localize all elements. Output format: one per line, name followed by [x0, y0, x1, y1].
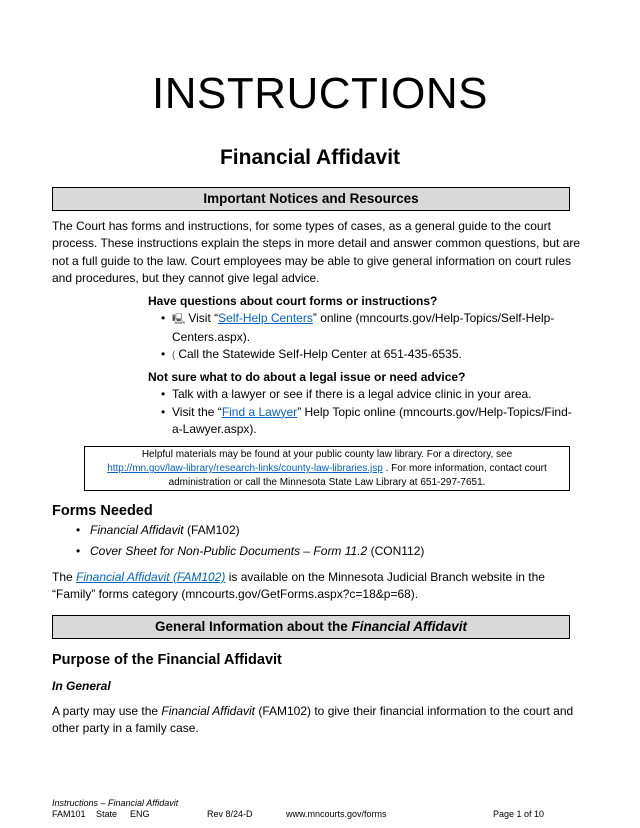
notices-banner: Important Notices and Resources	[52, 187, 570, 211]
find-a-lawyer-link[interactable]: Find a Lawyer	[221, 404, 298, 419]
questions-advice-heading: Not sure what to do about a legal issue or need advice?	[148, 370, 466, 384]
purpose-heading: Purpose of the Financial Affidavit	[52, 652, 282, 668]
list-item: • Financial Affidavit (FAM102)	[76, 520, 424, 541]
footer-page-number: Page 1 of 10	[493, 809, 545, 819]
law-library-link[interactable]: http://mn.gov/law-library/research-links/county-law-libraries.jsp	[107, 463, 383, 474]
financial-affidavit-link[interactable]: Financial Affidavit (FAM102)	[76, 570, 226, 584]
forms-needed-heading: Forms Needed	[52, 503, 153, 519]
purpose-paragraph: A party may use the Financial Affidavit (FAM102) to give their financial information to the court and other party in a family case.	[52, 704, 574, 736]
questions-forms-heading: Have questions about court forms or instructions?	[148, 294, 438, 308]
bullet-icon: •	[161, 387, 166, 402]
bullet-icon: •	[161, 311, 166, 326]
footer-url: www.mncourts.gov/forms	[286, 809, 387, 819]
page-subtitle: Financial Affidavit	[219, 146, 401, 169]
footer-revision: Rev 8/24-D	[207, 809, 253, 819]
footer-form-id: FAM101	[52, 809, 86, 819]
bullet-icon: •	[76, 544, 81, 558]
page-footer	[52, 798, 572, 820]
footer-lang: ENG	[130, 809, 150, 819]
questions-forms-block	[148, 293, 578, 365]
computer-icon: 🖳	[172, 314, 186, 326]
footer-meta	[52, 809, 572, 820]
form-availability-paragraph: The Financial Affidavit (FAM102) is available on the Minnesota Judicial Branch website in the “Family” forms category (mncourts.gov/GetForms.aspx?c=18&p=68).	[52, 570, 545, 602]
list-item: • Visit the “Find a Lawyer” Help Topic online (mncourts.gov/Help-Topics/Find-a-Lawyer.aspx).	[161, 404, 572, 437]
phone-icon: (	[172, 350, 176, 362]
questions-advice-block	[148, 369, 578, 439]
bullet-icon: •	[76, 523, 81, 537]
list-item: • 🖳 Visit “Self-Help Centers” online (mncourts.gov/Help-Topics/Self-Help-Centers.aspx).	[161, 311, 555, 344]
in-general-heading: In General	[52, 679, 111, 693]
footer-title: Instructions – Financial Affidavit	[52, 798, 179, 808]
footer-state: State	[96, 809, 118, 819]
forms-list	[76, 520, 424, 562]
page-title: INSTRUCTIONS	[152, 69, 488, 118]
list-item: • Talk with a lawyer or see if there is a legal advice clinic in your area.	[148, 386, 578, 403]
law-library-note: Helpful materials may be found at your public county law library. For a directory, see http://mn.gov/law-library/research-links/county-law-libraries.jsp . For more information, contact court administration or call the Minnesota State Law Library at 651-297-7651.	[84, 446, 570, 491]
intro-paragraph: The Court has forms and instructions, for some types of cases, as a general guide to the court process. These instructions explain the steps in more detail and answer common questions, but are not a full guide to the law. Court employees may be able to give general information on court rules and procedures, but they cannot give legal advice.	[52, 219, 581, 286]
bullet-icon: •	[161, 404, 166, 419]
list-item: • ( Call the Statewide Self-Help Center at 651-435-6535.	[148, 346, 578, 364]
self-help-centers-link[interactable]: Self-Help Centers	[218, 311, 313, 326]
general-info-banner: General Information about the Financial Affidavit	[52, 615, 570, 639]
list-item: • Cover Sheet for Non-Public Documents – Form 11.2 (CON112)	[76, 541, 424, 562]
bullet-icon: •	[161, 347, 166, 362]
